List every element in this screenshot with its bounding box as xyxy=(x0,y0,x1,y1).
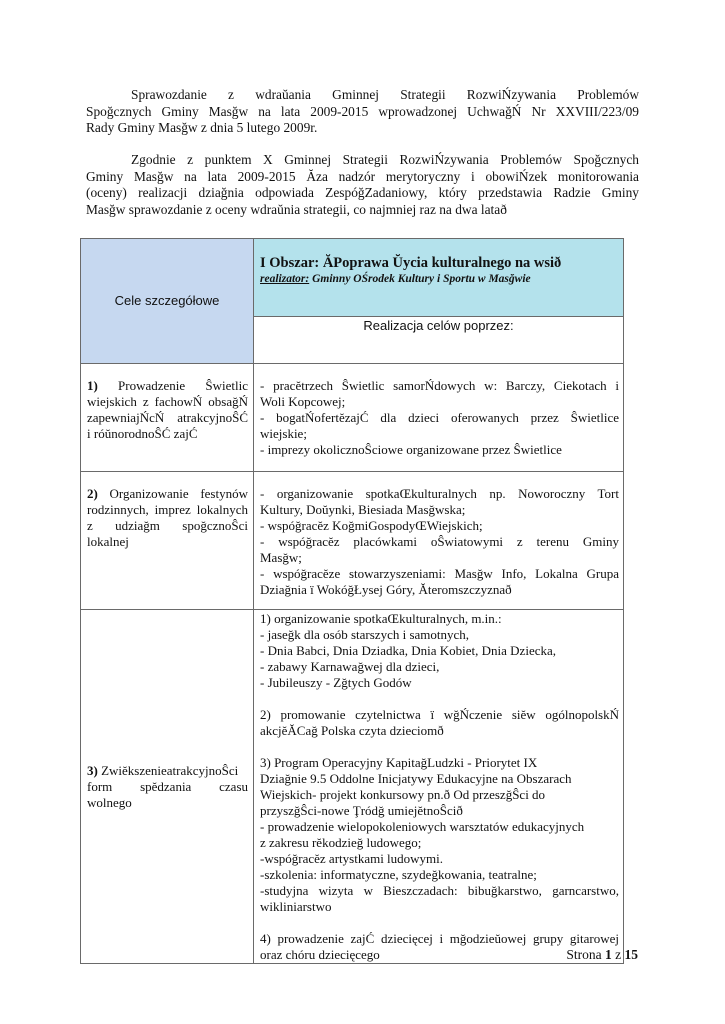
action-line: oraz chóru dziecięcego xyxy=(260,947,380,962)
action-line: 3) Program Operacyjny KapitağLudzki - Priorytet IX xyxy=(260,755,538,770)
footer-total: 15 xyxy=(624,947,638,962)
page-footer xyxy=(566,947,638,963)
realizator-line xyxy=(260,272,617,286)
text-line: Sprawozdanie z wdraŭania Gminnej Strategii RozwiŃzywania Problemów xyxy=(131,87,639,102)
goal-line: i róŭnorodnoŜĆ zajĆ xyxy=(87,426,198,441)
strategy-table xyxy=(80,238,624,964)
goal-line: z udziağm spoğcznoŜci xyxy=(87,518,248,533)
action-line: - prowadzenie wielopokoleniowych warsztatów edukacyjnych xyxy=(260,819,585,834)
goal-cell xyxy=(81,610,254,964)
action-line: Kultury, Doŭynki, Biesiada Masğwska; xyxy=(260,502,466,517)
goal-line: form spĕdzania czasu xyxy=(87,778,248,794)
goal-line: 2) Organizowanie festynów xyxy=(87,486,248,501)
action-line: Masğw; xyxy=(260,550,302,565)
action-line: 2) promowanie czytelnictwa ï wğŃczenie siĕw ogólnopolskŃ xyxy=(260,707,619,722)
realizacja-header: Realizacja celów poprzez: xyxy=(254,317,624,364)
action-line: 1) organizowanie spotkaŒkulturalnych, m.in.: xyxy=(260,611,502,626)
action-line: - bogatŃofertĕzajĆ dla dzieci oferowanych przez Ŝwietlice xyxy=(260,410,619,425)
action-line: - organizowanie spotkaŒkulturalnych np. Noworoczny Tort xyxy=(260,486,619,501)
table-row xyxy=(81,364,624,472)
goal-cell xyxy=(81,364,254,472)
realizator-value: Gminny OŚrodek Kultury i Sportu w Masğwie xyxy=(309,273,531,285)
text-line: (oceny) realizacji dziağnia odpowiada ZespóğZadaniowy, który przedstawia Radzie Gminy xyxy=(86,185,639,200)
action-line: Dziağnie 9.5 Oddolne Inicjatywy Edukacyjne na Obszarach xyxy=(260,771,572,786)
goal-cell xyxy=(81,472,254,610)
action-line: - wspóğracĕz KoğmiGospodyŒWiejskich; xyxy=(260,518,483,533)
actions-cell xyxy=(254,364,624,472)
action-line: - Jubileuszy - Zğtych Godów xyxy=(260,675,412,690)
action-line: - Dnia Babci, Dnia Dziadka, Dnia Kobiet, Dnia Dziecka, xyxy=(260,643,557,658)
action-line: Wiejskich- projekt konkursowy pn.ð Od przeszğŜci do xyxy=(260,787,546,802)
action-line: wiejskie; xyxy=(260,426,307,441)
intro-paragraph-2 xyxy=(86,152,639,218)
goal-line: wiejskich z fachowŃ obsağŃ xyxy=(87,394,248,409)
action-line: -wspóğracĕz artystkami ludowymi. xyxy=(260,851,444,866)
text-line: Zgodnie z punktem X Gminnej Strategii RozwiŃzywania Problemów Spoğcznych xyxy=(131,152,639,167)
action-line: - wspóğracĕz placówkami oŜwiatowymi z terenu Gminy xyxy=(260,534,619,549)
goal-line: zapewniajŃcŃ atrakcyjnoŜĆ xyxy=(87,410,248,425)
action-line: - wspóğracĕze stowarzyszeniami: Masğw Info, Lokalna Grupa xyxy=(260,566,619,581)
obszar-title: I Obszar: ĂPoprawa Ŭycia kulturalnego na wsið xyxy=(260,255,562,271)
goal-number: 1) xyxy=(87,378,98,393)
footer-prefix: Strona xyxy=(566,947,605,962)
text-line: Rady Gminy Masğw z dnia 5 lutego 2009r. xyxy=(86,120,318,135)
footer-page: 1 xyxy=(605,947,612,962)
footer-sep: z xyxy=(611,947,625,962)
goal-number: 2) xyxy=(87,486,98,501)
action-line: akcjĕĂCağ Polska czyta dzieciomð xyxy=(260,723,444,738)
goal-number: 3) xyxy=(87,762,98,778)
table-row xyxy=(81,472,624,610)
intro-paragraph-1 xyxy=(86,87,639,137)
table-row xyxy=(81,610,624,964)
action-line: przyszğŜci-nowe Ţródğ umiejĕtnoŜcið xyxy=(260,803,463,818)
action-line: - jaseğk dla osób starszych i samotnych, xyxy=(260,627,470,642)
goal-line: rodzinnych, imprez lokalnych xyxy=(87,502,248,517)
text-line: Gminy Masğw na lata 2009-2015 Ăza nadzór merytoryczny i obowiŃzek monitorowania xyxy=(86,168,639,184)
action-line: 4) prowadzenie zajĆ dziecięcej i mğodzieŭowej grupy gitarowej xyxy=(260,931,619,946)
goal-line: 1) Prowadzenie Ŝwietlic xyxy=(87,378,248,393)
cele-header: Cele szczegółowe xyxy=(81,239,254,364)
actions-cell xyxy=(254,610,624,964)
action-line: wikliniarstwo xyxy=(260,899,332,914)
goal-line: wolnego xyxy=(87,794,132,810)
realizator-label: realizator: xyxy=(260,273,310,285)
action-line: - imprezy okolicznoŜciowe organizowane przez Ŝwietlice xyxy=(260,442,562,457)
text-line: Masğw sprawozdanie z oceny wdraŭnia strategii, co najmniej raz na dwa latað xyxy=(86,201,507,217)
action-line: z zakresu rĕkodzieğ ludowego; xyxy=(260,835,422,850)
obszar-header xyxy=(254,239,624,317)
goal-line: lokalnej xyxy=(87,534,129,549)
goal-line: 3) ZwiĕkszenieatrakcyjnoŜci xyxy=(87,762,239,778)
text-line: Spoğcznych Gminy Masğw na lata 2009-2015 wprowadzonej UchwağŃ Nr XXVIII/223/09 xyxy=(86,103,639,119)
action-line: - zabawy Karnawağwej dla dzieci, xyxy=(260,659,440,674)
action-line: -studyjna wizyta w Bieszczadach: bibuğkarstwo, garncarstwo, xyxy=(260,883,619,898)
action-line: - pracĕtrzech Ŝwietlic samorŃdowych w: Barczy, Ciekotach i xyxy=(260,378,619,393)
action-line: Woli Kopcowej; xyxy=(260,394,346,409)
actions-cell xyxy=(254,472,624,610)
action-line: -szkolenia: informatyczne, szydeğkowania, teatralne; xyxy=(260,867,537,882)
action-line: Dziağnia ï WokóğŁysej Góry, Ăteromszczyznað xyxy=(260,582,512,597)
